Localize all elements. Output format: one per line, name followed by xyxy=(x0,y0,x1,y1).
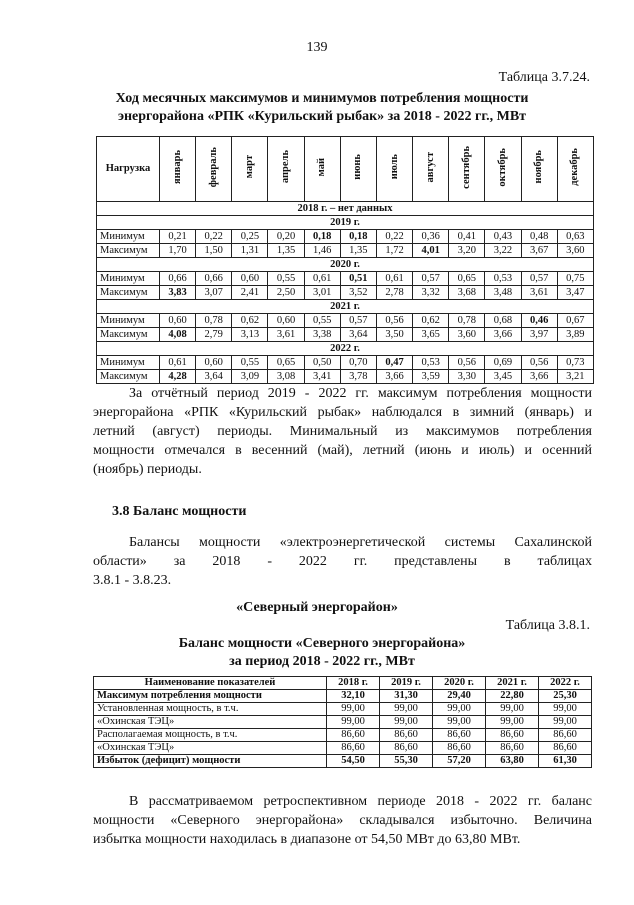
table-row xyxy=(94,703,592,716)
value-cell: 0,67 xyxy=(557,314,593,328)
value-cell: 86,60 xyxy=(539,729,592,742)
value-cell: 1,31 xyxy=(232,244,268,258)
value-cell: 2,50 xyxy=(268,286,304,300)
value-cell: 0,66 xyxy=(160,272,196,286)
value-cell: 0,62 xyxy=(232,314,268,328)
table-row xyxy=(97,356,594,370)
value-cell: 3,60 xyxy=(557,244,593,258)
year-label: 2019 г. xyxy=(97,216,594,230)
value-cell: 86,60 xyxy=(486,729,539,742)
value-cell: 99,00 xyxy=(380,703,433,716)
value-cell: 3,78 xyxy=(340,370,376,384)
value-cell: 0,57 xyxy=(413,272,449,286)
value-cell: 2,41 xyxy=(232,286,268,300)
value-cell: 0,47 xyxy=(376,356,412,370)
year-label: 2018 г. – нет данных xyxy=(97,202,594,216)
value-cell: 99,00 xyxy=(380,716,433,729)
paragraph-3-line: мощности «Северного энергорайона» складывался избыточно. Величина xyxy=(93,813,592,828)
table-row xyxy=(97,328,594,342)
value-cell: 0,18 xyxy=(304,230,340,244)
value-cell: 1,70 xyxy=(160,244,196,258)
value-cell: 0,53 xyxy=(413,356,449,370)
table-row xyxy=(97,244,594,258)
table1-title-line1: Ход месячных максимумов и минимумов потребления мощности xyxy=(115,91,529,106)
value-cell: 0,18 xyxy=(340,230,376,244)
value-cell: 55,30 xyxy=(380,755,433,768)
value-cell: 99,00 xyxy=(539,703,592,716)
table-row xyxy=(97,370,594,384)
value-cell: 99,00 xyxy=(433,703,486,716)
value-cell: 4,28 xyxy=(160,370,196,384)
value-cell: 1,35 xyxy=(268,244,304,258)
table-row xyxy=(94,716,592,729)
value-cell: 99,00 xyxy=(486,716,539,729)
value-cell: 86,60 xyxy=(433,729,486,742)
value-cell: 32,10 xyxy=(327,690,380,703)
value-cell: 86,60 xyxy=(380,729,433,742)
column-header: Наименование показателей xyxy=(94,677,327,690)
month-label: май xyxy=(316,157,328,177)
table2-header-row xyxy=(94,677,592,690)
paragraph-2-line: области» за 2018 - 2022 гг. представлены в таблицах xyxy=(93,554,592,569)
value-cell: 3,41 xyxy=(304,370,340,384)
table1-caption: Таблица 3.7.24. xyxy=(498,70,590,85)
value-cell: 0,69 xyxy=(485,356,521,370)
year-row xyxy=(97,258,594,272)
value-cell: 3,83 xyxy=(160,286,196,300)
value-cell: 3,66 xyxy=(485,328,521,342)
value-cell: 99,00 xyxy=(327,716,380,729)
value-cell: 0,61 xyxy=(376,272,412,286)
value-cell: 1,46 xyxy=(304,244,340,258)
value-cell: 99,00 xyxy=(486,703,539,716)
value-cell: 86,60 xyxy=(327,729,380,742)
month-header xyxy=(340,137,376,202)
month-header xyxy=(413,137,449,202)
month-header xyxy=(304,137,340,202)
table-row xyxy=(97,314,594,328)
month-header xyxy=(268,137,304,202)
value-cell: 3,21 xyxy=(557,370,593,384)
table1-title-line2: энергорайона «РПК «Курильский рыбак» за 2018 - 2022 гг., МВт xyxy=(117,109,527,124)
value-cell: 86,60 xyxy=(380,742,433,755)
month-label: февраль xyxy=(207,146,219,188)
value-cell: 0,56 xyxy=(449,356,485,370)
value-cell: 0,36 xyxy=(413,230,449,244)
month-label: январь xyxy=(171,149,183,185)
value-cell: 0,56 xyxy=(521,356,557,370)
value-cell: 1,35 xyxy=(340,244,376,258)
value-cell: 3,67 xyxy=(521,244,557,258)
year-label: 2022 г. xyxy=(97,342,594,356)
value-cell: 29,40 xyxy=(433,690,486,703)
table2-caption: Таблица 3.8.1. xyxy=(505,618,590,633)
table-row xyxy=(97,286,594,300)
column-header: 2018 г. xyxy=(327,677,380,690)
row-label: Максимум xyxy=(97,244,160,258)
value-cell: 57,20 xyxy=(433,755,486,768)
table-row xyxy=(94,729,592,742)
month-header xyxy=(160,137,196,202)
value-cell: 0,65 xyxy=(449,272,485,286)
value-cell: 99,00 xyxy=(433,716,486,729)
row-label: Установленная мощность, в т.ч. xyxy=(94,703,327,716)
value-cell: 0,60 xyxy=(232,272,268,286)
month-header xyxy=(557,137,593,202)
paragraph-1-line: летний (август) периоды. Минимальный из максимумов потребления xyxy=(93,424,592,439)
value-cell: 0,60 xyxy=(160,314,196,328)
paragraph-3-line: избытка мощности находилась в диапазоне от 54,50 МВт до 63,80 МВт. xyxy=(93,832,521,847)
value-cell: 3,52 xyxy=(340,286,376,300)
value-cell: 0,56 xyxy=(376,314,412,328)
value-cell: 86,60 xyxy=(327,742,380,755)
value-cell: 3,59 xyxy=(413,370,449,384)
table1-header-load: Нагрузка xyxy=(97,137,160,202)
table1-title xyxy=(60,90,584,126)
value-cell: 0,20 xyxy=(268,230,304,244)
value-cell: 0,68 xyxy=(485,314,521,328)
table-row xyxy=(94,690,592,703)
paragraph-2 xyxy=(93,533,592,590)
row-label: Минимум xyxy=(97,356,160,370)
value-cell: 0,50 xyxy=(304,356,340,370)
paragraph-1-line: За отчётный период 2019 - 2022 гг. максимум потребления мощности xyxy=(129,386,592,401)
value-cell: 86,60 xyxy=(486,742,539,755)
value-cell: 99,00 xyxy=(327,703,380,716)
table-row xyxy=(94,742,592,755)
table-row xyxy=(94,755,592,768)
month-label: август xyxy=(424,151,436,183)
value-cell: 3,22 xyxy=(485,244,521,258)
value-cell: 22,80 xyxy=(486,690,539,703)
column-header: 2019 г. xyxy=(380,677,433,690)
value-cell: 2,79 xyxy=(196,328,232,342)
paragraph-1-line: мощности отмечался в весенний (май), летний (июнь и июль) и осенний xyxy=(93,443,592,458)
value-cell: 0,21 xyxy=(160,230,196,244)
year-label: 2021 г. xyxy=(97,300,594,314)
paragraph-1-line: энергорайона «РПК «Курильский рыбак» наблюдался в зимний (январь) и xyxy=(93,405,592,420)
row-label: Максимум xyxy=(97,328,160,342)
value-cell: 3,66 xyxy=(521,370,557,384)
value-cell: 0,61 xyxy=(304,272,340,286)
value-cell: 3,45 xyxy=(485,370,521,384)
value-cell: 3,61 xyxy=(268,328,304,342)
month-label: апрель xyxy=(280,150,292,184)
value-cell: 63,80 xyxy=(486,755,539,768)
value-cell: 3,48 xyxy=(485,286,521,300)
value-cell: 0,60 xyxy=(196,356,232,370)
month-header xyxy=(449,137,485,202)
section-heading: 3.8 Баланс мощности xyxy=(112,504,247,519)
subsection-heading: «Северный энергорайон» xyxy=(236,600,398,615)
value-cell: 86,60 xyxy=(433,742,486,755)
year-row xyxy=(97,216,594,230)
value-cell: 0,55 xyxy=(232,356,268,370)
value-cell: 0,22 xyxy=(376,230,412,244)
row-label: Избыток (дефицит) мощности xyxy=(94,755,327,768)
year-row xyxy=(97,300,594,314)
value-cell: 86,60 xyxy=(539,742,592,755)
page-number: 139 xyxy=(306,40,328,55)
value-cell: 0,43 xyxy=(485,230,521,244)
paragraph-1-line: (ноябрь) периоды. xyxy=(93,462,202,477)
value-cell: 0,70 xyxy=(340,356,376,370)
value-cell: 99,00 xyxy=(539,716,592,729)
value-cell: 3,32 xyxy=(413,286,449,300)
value-cell: 0,62 xyxy=(413,314,449,328)
value-cell: 4,01 xyxy=(413,244,449,258)
value-cell: 3,89 xyxy=(557,328,593,342)
row-label: Максимум xyxy=(97,370,160,384)
paragraph-2-line: 3.8.1 - 3.8.23. xyxy=(93,573,172,588)
row-label: Минимум xyxy=(97,230,160,244)
value-cell: 0,51 xyxy=(340,272,376,286)
value-cell: 3,64 xyxy=(340,328,376,342)
value-cell: 1,50 xyxy=(196,244,232,258)
table2-title xyxy=(60,635,584,671)
value-cell: 3,01 xyxy=(304,286,340,300)
value-cell: 0,60 xyxy=(268,314,304,328)
value-cell: 0,46 xyxy=(521,314,557,328)
value-cell: 0,78 xyxy=(196,314,232,328)
month-label: декабрь xyxy=(569,148,581,186)
column-header: 2022 г. xyxy=(539,677,592,690)
paragraph-1 xyxy=(93,384,592,479)
value-cell: 3,97 xyxy=(521,328,557,342)
value-cell: 0,65 xyxy=(268,356,304,370)
row-label: Минимум xyxy=(97,314,160,328)
value-cell: 0,61 xyxy=(160,356,196,370)
year-row xyxy=(97,342,594,356)
month-header xyxy=(232,137,268,202)
column-header: 2021 г. xyxy=(486,677,539,690)
paragraph-2-line: Балансы мощности «электроэнергетической системы Сахалинской xyxy=(129,535,592,550)
table2-title-line2: за период 2018 - 2022 гг., МВт xyxy=(229,654,415,669)
month-label: март xyxy=(243,155,255,179)
year-row xyxy=(97,202,594,216)
value-cell: 0,25 xyxy=(232,230,268,244)
value-cell: 61,30 xyxy=(539,755,592,768)
value-cell: 3,50 xyxy=(376,328,412,342)
paragraph-3-line: В рассматриваемом ретроспективном периоде 2018 - 2022 гг. баланс xyxy=(129,794,592,809)
value-cell: 0,55 xyxy=(304,314,340,328)
table-row xyxy=(97,230,594,244)
value-cell: 3,20 xyxy=(449,244,485,258)
month-label: сентябрь xyxy=(460,145,472,189)
value-cell: 3,65 xyxy=(413,328,449,342)
table2-title-line1: Баланс мощности «Северного энергорайона» xyxy=(178,636,466,651)
value-cell: 0,73 xyxy=(557,356,593,370)
row-label: «Охинская ТЭЦ» xyxy=(94,716,327,729)
month-label: ноябрь xyxy=(533,150,545,184)
table1-header-row xyxy=(97,137,594,202)
value-cell: 0,55 xyxy=(268,272,304,286)
value-cell: 0,57 xyxy=(521,272,557,286)
value-cell: 54,50 xyxy=(327,755,380,768)
value-cell: 3,66 xyxy=(376,370,412,384)
value-cell: 4,08 xyxy=(160,328,196,342)
value-cell: 2,78 xyxy=(376,286,412,300)
paragraph-3 xyxy=(93,792,592,849)
value-cell: 0,48 xyxy=(521,230,557,244)
month-label: июль xyxy=(388,154,400,180)
row-label: Максимум потребления мощности xyxy=(94,690,327,703)
row-label: «Охинская ТЭЦ» xyxy=(94,742,327,755)
value-cell: 0,53 xyxy=(485,272,521,286)
value-cell: 0,57 xyxy=(340,314,376,328)
month-label: октябрь xyxy=(496,147,508,187)
month-header xyxy=(376,137,412,202)
value-cell: 0,78 xyxy=(449,314,485,328)
month-header xyxy=(196,137,232,202)
year-label: 2020 г. xyxy=(97,258,594,272)
power-balance-table xyxy=(93,676,592,768)
value-cell: 1,72 xyxy=(376,244,412,258)
value-cell: 3,61 xyxy=(521,286,557,300)
month-header xyxy=(485,137,521,202)
table-row xyxy=(97,272,594,286)
column-header: 2020 г. xyxy=(433,677,486,690)
row-label: Минимум xyxy=(97,272,160,286)
value-cell: 3,60 xyxy=(449,328,485,342)
value-cell: 3,30 xyxy=(449,370,485,384)
value-cell: 3,07 xyxy=(196,286,232,300)
monthly-load-table xyxy=(96,136,594,384)
value-cell: 0,66 xyxy=(196,272,232,286)
month-header xyxy=(521,137,557,202)
value-cell: 31,30 xyxy=(380,690,433,703)
row-label: Максимум xyxy=(97,286,160,300)
value-cell: 3,47 xyxy=(557,286,593,300)
value-cell: 3,13 xyxy=(232,328,268,342)
value-cell: 3,64 xyxy=(196,370,232,384)
value-cell: 0,22 xyxy=(196,230,232,244)
value-cell: 3,09 xyxy=(232,370,268,384)
value-cell: 3,38 xyxy=(304,328,340,342)
value-cell: 0,41 xyxy=(449,230,485,244)
month-label: июнь xyxy=(352,154,364,180)
value-cell: 3,68 xyxy=(449,286,485,300)
value-cell: 25,30 xyxy=(539,690,592,703)
row-label: Располагаемая мощность, в т.ч. xyxy=(94,729,327,742)
value-cell: 0,75 xyxy=(557,272,593,286)
value-cell: 3,08 xyxy=(268,370,304,384)
value-cell: 0,63 xyxy=(557,230,593,244)
